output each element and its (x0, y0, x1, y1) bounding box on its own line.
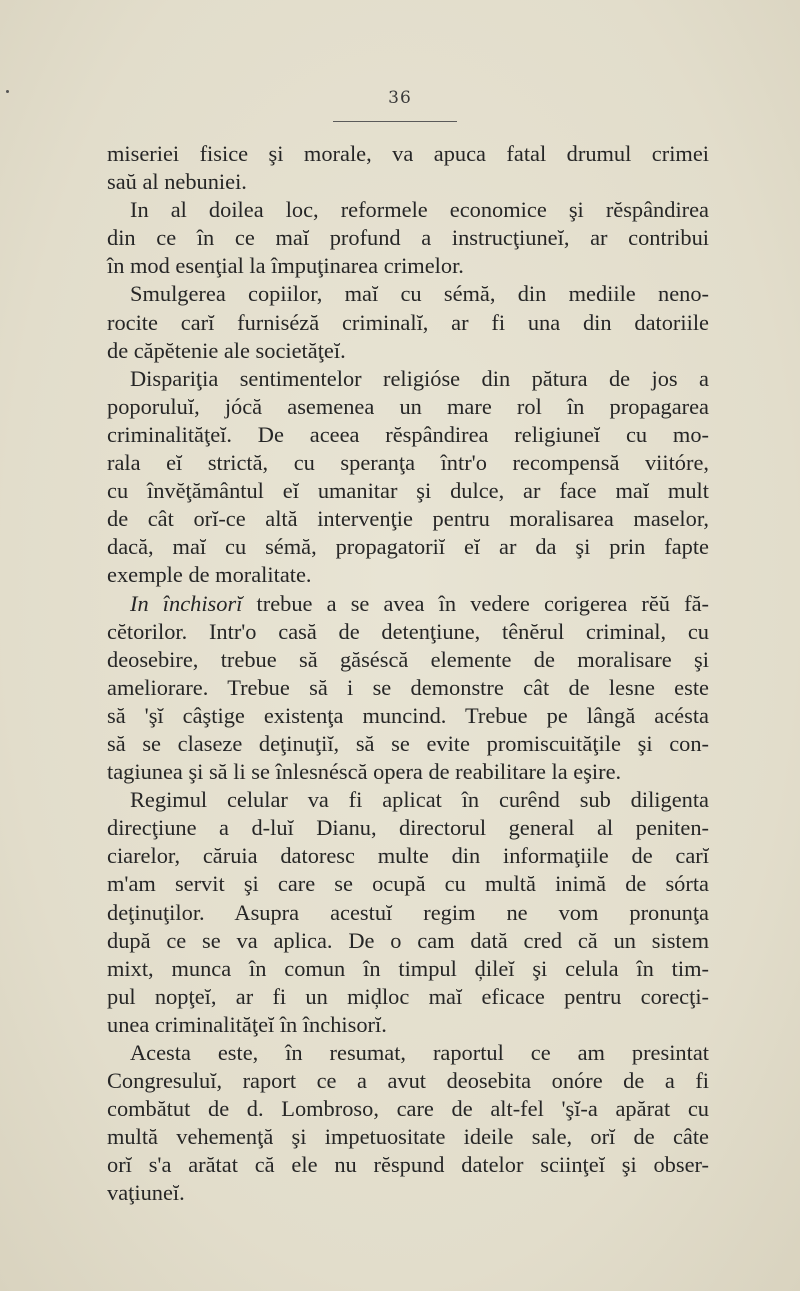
text-line: din ce în ce maĭ profund a instrucţiuneĭ, ar contribui (107, 225, 709, 251)
text-line: criminalităţeĭ. De aceea rĕspândirea religiuneĭ cu mo- (107, 421, 709, 447)
text-line: poporuluĭ, jócă asemenea un mare rol în propagarea (107, 393, 709, 419)
text-line (107, 590, 709, 618)
text-line: Acesta este, în resumat, raportul ce am presintat (130, 1040, 709, 1065)
text-line: rocite carĭ furniséză criminalĭ, ar fi una din datoriile (107, 309, 709, 335)
text-line: Congresuluĭ, raport ce a avut deosebita onóre de a fi (107, 1068, 709, 1094)
text-line: dacă, maĭ cu sémă, propagatoriĭ eĭ ar da şi prin fapte (107, 534, 709, 560)
text-line: deosebire, trebue să găséscă elemente de moralisare şi (107, 646, 709, 672)
page-number: 36 (388, 88, 412, 108)
body-text (107, 140, 709, 1208)
text-line-rest: trebue a se avea în vedere corigerea rĕŭ fă- (256, 590, 709, 616)
text-line: exemple de moralitate. (107, 562, 312, 588)
italic-phrase: In închisorĭ (130, 590, 243, 616)
header-rule (333, 121, 457, 122)
text-line: să 'şĭ câştige existenţa muncind. Trebue pe lângă acésta (107, 702, 709, 728)
text-line: saŭ al nebuniei. (107, 169, 247, 195)
text-line: ameliorare. Trebue să i se demonstre cât de lesne este (107, 674, 709, 700)
text-line: combătut de d. Lombroso, care de alt-fel 'şĭ-a apărat cu (107, 1096, 709, 1122)
text-line: după ce se va aplica. De o cam dată cred că un sistem (107, 927, 709, 953)
text-line: Smulgerea copiilor, maĭ cu sémă, din mediile neno- (130, 281, 709, 307)
text-line: cĕtorilor. Intr'o casă de detenţiune, tênĕrul criminal, cu (107, 618, 709, 644)
text-line: deţinuţilor. Asupra acestuĭ regim ne vom pronunţa (107, 899, 709, 925)
text-line: rala eĭ strictă, cu speranţa într'o recompensă viitóre, (107, 450, 709, 476)
text-line: pul nopţeĭ, ar fi un miḑloc maĭ eficace pentru corecţi- (107, 983, 709, 1009)
text-line: multă vehemenţă şi impetuositate ideile sale, orĭ de câte (107, 1124, 709, 1150)
text-line: cu învĕţământul eĭ umanitar şi dulce, ar face maĭ mult (107, 478, 709, 504)
text-line: să se claseze deţinuţiĭ, să se evite promiscuităţile şi con- (107, 730, 709, 756)
text-line: vaţiuneĭ. (107, 1180, 185, 1206)
text-line: miseriei fisice şi morale, va apuca fatal drumul crimei (107, 141, 709, 166)
text-line: Regimul celular va fi aplicat în curênd sub diligenta (130, 787, 709, 813)
text-line: Dispariţia sentimentelor religióse din pătura de jos a (130, 365, 709, 391)
text-line: ciarelor, căruia datoresc multe din informaţiile de carĭ (107, 843, 709, 869)
text-line: de căpĕtenie ale societăţeĭ. (107, 337, 346, 363)
text-line: In al doilea loc, reformele economice şi rĕspândirea (130, 197, 709, 223)
text-line: în mod esenţial la împuţinarea crimelor. (107, 253, 464, 279)
text-line: direcţiune a d-luĭ Dianu, directorul general al peniten- (107, 815, 709, 841)
text-line: tagiunea şi să li se înlesnéscă opera de reabilitare la eşire. (107, 759, 622, 785)
text-line: orĭ s'a arătat că ele nu rĕspund datelor sciinţeĭ şi obser- (107, 1152, 709, 1178)
text-line: mixt, munca în comun în timpul ḑileĭ şi celula în tim- (107, 955, 709, 981)
text-line: de cât orĭ-ce altă intervenţie pentru moralisarea maselor, (107, 506, 709, 532)
text-line: m'am servit şi care se ocupă cu multă inimă de sórta (107, 871, 709, 897)
text-line: unea criminalităţeĭ în închisorĭ. (107, 1011, 387, 1037)
